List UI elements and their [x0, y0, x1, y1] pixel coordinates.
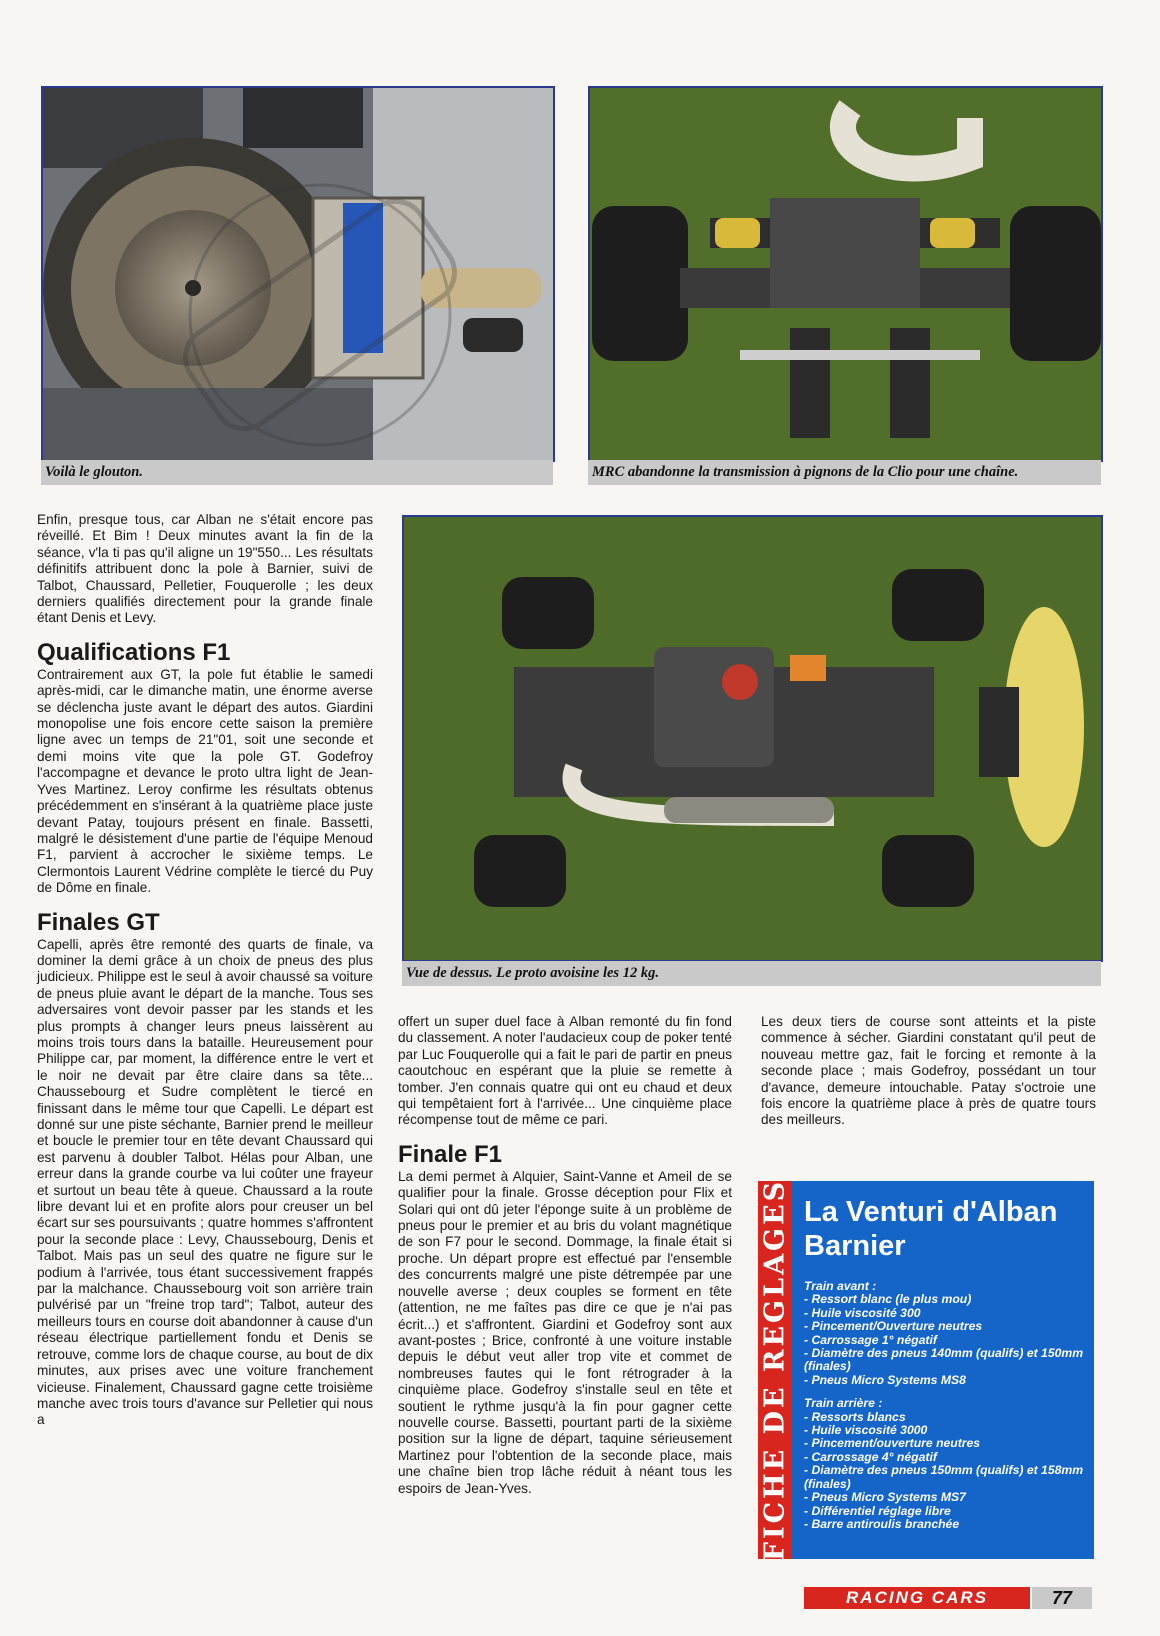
- front-axle-item: - Ressort blanc (le plus mou): [804, 1292, 972, 1307]
- rear-axle-item: - Carrossage 4° négatif: [804, 1449, 937, 1464]
- right-top-text: Les deux tiers de course sont atteints et la piste commence à sécher. Giardini constatant qu'il peut de nouveau mettre gaz, fait le forcing et remonte à la seconde place ; mais Godefroy, possédant un tour d'avance, demeure intouchable. Patay s'octroie une fois encore la quatrième place à près de quatre tours des meilleurs.: [761, 1014, 1096, 1128]
- page-number: 77: [1032, 1587, 1092, 1609]
- fiche-side-label: FICHE DE REGLAGES: [759, 1178, 791, 1562]
- finale-f1-text: La demi permet à Alquier, Saint-Vanne et Ameil de se qualifier pour la finale. Grosse déception pour Flix et Solari qui ont dû jeter l'éponge suite à un problème de pneus pour le premier et au bris du volant magnétique de son F7 pour le second. Dommage, la finale était si proche. Un départ propre est effectué par l'ensemble des concurrents malgré une piste détrempée par une nouvelle averse ; deux couples se forment en tête (attention, ne me faîtes pas dire ce que je n'ai pas écrit...) et s'affrontent. Giardini et Godefroy sont aux avant-postes ; Brice, confronté à une voiture instable depuis le début veut aller trop vite et commet de nombreuses fautes qui le font rétrograder à la cinquième place. Godefroy s'installe seul en tête et soutient le rythme jusqu'à la fin pour gagner cette nouvelle course. Bassetti, pourtant parti de la sixième position sur la ligne de départ, taquine sérieusement Martinez pour l'obtention de la seconde place, mais une chaîne bien trop lâche réduit à néant tous les espoirs de Jean-Yves.: [398, 1168, 732, 1496]
- middle-top-text: offert un super duel face à Alban remonté du fin fond du classement. A noter l'audacieux coup de poker tenté par Luc Fouquerolle qui a fait le pari de partir en pneus caoutchouc en espérant que la pluie se remette à tomber. J'en connais quatre qui ont eu chaud et deux qui tempêtaient fort à l'arrivée... Une cinquième place récompense tout de même ce pari.: [398, 1014, 732, 1128]
- rear-axle-item: - Pneus Micro Systems MS7: [804, 1490, 966, 1505]
- rear-axle-item: - Ressorts blancs: [804, 1409, 906, 1424]
- front-axle-item: - Pincement/Ouverture neutres: [804, 1319, 983, 1334]
- finales-gt-heading: Finales GT: [37, 908, 160, 936]
- rear-axle-item: - Diamètre des pneus 150mm (qualifs) et 158mm (finales): [804, 1463, 1084, 1491]
- watermark-stamp: [140, 150, 500, 480]
- fiche-title: La Venturi d'Alban Barnier: [804, 1196, 1058, 1262]
- fiche-body: [804, 1280, 1088, 1531]
- rear-axle-item: - Barre antiroulis branchée: [804, 1516, 960, 1531]
- front-axle-item: - Diamètre des pneus 140mm (qualifs) et 150mm (finales): [804, 1346, 1084, 1374]
- front-axle-item: - Pneus Micro Systems MS8: [804, 1372, 966, 1387]
- front-axle-item: - Huile viscosité 300: [804, 1305, 921, 1320]
- chassis-front-illustration: [590, 88, 1101, 460]
- intro-text: Enfin, presque tous, car Alban ne s'était encore pas réveillé. Et Bim ! Deux minutes avant la fin de la séance, v'la ti pas qu'il aligne un 19"550... Les résultats définitifs attribuent donc la pole à Barnier, suivi de Talbot, Chaussard, Pelletier, Fouquerolle ; les deux derniers qualifiés directement pour la grande finale étant Denis et Levy.: [37, 512, 373, 626]
- engine-caption: Voilà le glouton.: [41, 460, 553, 485]
- top-view-caption: Vue de dessus. Le proto avoisine les 12 kg.: [402, 961, 1101, 986]
- right-column: [761, 1014, 1096, 1129]
- magazine-name: RACING CARS: [804, 1587, 1030, 1609]
- fiche-reglages-box: [758, 1178, 1094, 1562]
- rear-axle-item: - Huile viscosité 3000: [804, 1423, 928, 1438]
- fiche-side-band: [758, 1178, 792, 1562]
- rear-axle-item: - Différentiel réglage libre: [804, 1503, 951, 1518]
- top-view-illustration: [404, 517, 1101, 960]
- middle-column: [398, 1014, 732, 1497]
- front-axle-item: - Carrossage 1° négatif: [804, 1332, 937, 1347]
- qualifications-text: Contrairement aux GT, la pole fut établie le samedi après-midi, car le dimanche matin, une énorme averse se déclencha juste avant le départ des autos. Giardini monopolise une fois encore cette saison la première ligne avec un temps de 21"01, soit une seconde et demi moins vite que la pole GT. Godefroy l'accompagne et devance le proto ultra light de Jean-Yves Martinez. Leroy confirme les résultats obtenus précédemment en s'insérant à la quatrième place juste devant Patay, toujours présent en finale. Bassetti, malgré le désistement d'une partie de l'équipe Menoud F1, parvient à accrocher le sixième temps. Le Clermontois Laurent Védrine complète le tiercé du Puy de Dôme en finale.: [37, 666, 373, 896]
- top-view-photo: [402, 515, 1103, 962]
- intro-column: [37, 512, 373, 1429]
- finales-gt-text: Capelli, après être remonté des quarts de finale, va dominer la demi grâce à un choix de pneus des plus judicieux. Philippe est le seul à avoir chaussé sa voiture de pneus pluie avant le départ de la manche. Tous ses adversaires vont devoir passer par les stands et les plus prompts à changer leurs pneus laissèrent au moins trois tours dans la bataille. Heureusement pour Philippe car, par moment, la différence entre le vert et le noir ne devait par être claire dans sa tête... Chaussebourg et Sudre complètent le tiercé en finissant dans le même tour que Capelli. Le départ est donné sur une piste séchante, Barnier prend le meilleur et boucle le premier tour en tête devant Chaussard qui est parvenu à doubler Talbot. Hélas pour Alban, une erreur dans la grande courbe va lui coûter une frayeur et surtout un beau tête à queue. Chaussard a la route libre devant lui et en profite alors pour creuser un bel écart sur ses poursuivants ; quatre hommes s'affrontent pour la seconde place : Levy, Chaussebourg, Denis et Talbot. Mais pas un seul des quatre ne figure sur le podium à l'arrivée, tous étant successivement frappés par la malchance. Chaussebourg voit son arrière train pulvérisé par un "freine trop tard"; Talbot, auteur des meilleurs tours en course doit abandonner à cause d'un réseau électrique partiellement fondu et Denis se retrouve, comme lors de chaque course, au bout de dix minutes, aux prises avec une voiture franchement vicieuse. Finalement, Chaussard gagne cette troisième manche avec trois tours d'avance sur Pelletier qui nous a: [37, 936, 373, 1428]
- chassis-front-caption: MRC abandonne la transmission à pignons de la Clio pour une chaîne.: [588, 460, 1101, 485]
- page-footer: [804, 1587, 1092, 1609]
- front-axle-heading: Train avant :: [804, 1279, 877, 1293]
- finale-f1-heading: Finale F1: [398, 1140, 503, 1168]
- qualifications-heading: Qualifications F1: [37, 638, 231, 666]
- rear-axle-item: - Pincement/ouverture neutres: [804, 1436, 981, 1451]
- rear-axle-heading: Train arrière :: [804, 1396, 883, 1411]
- chassis-front-photo: [588, 86, 1103, 462]
